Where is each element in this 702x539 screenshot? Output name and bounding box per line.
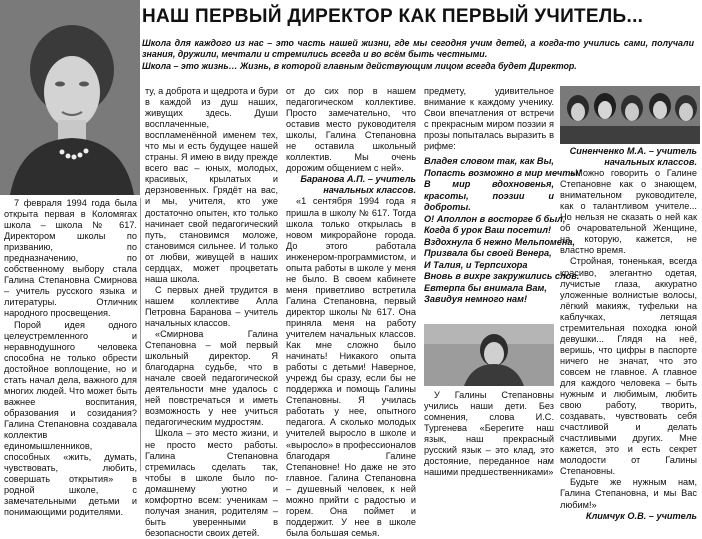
col5-paragraph-3: Будьте же нужным нам, Галина Степановна, и мы Вас любим!» [560, 477, 697, 510]
poem-line: Когда б урок Ваш посетил! [424, 225, 552, 236]
column-5 [560, 146, 697, 521]
teacher-portrait-photo [424, 324, 554, 386]
poem-line: Завидуя немного нам! [424, 294, 528, 305]
poem [424, 156, 582, 306]
col1-paragraph-1: 7 февраля 1994 года была открыта первая в Коломягах школа – школа № 617. Директором школы по призванию, по предназначению, по собственному выбору стала Галина Степановна Смирнова – учитель русского языка и литературы. Отличник народного просвещения. [4, 198, 137, 319]
director-portrait-photo [0, 0, 140, 195]
column-3 [286, 86, 417, 538]
poem-line: О! Аполлон в восторге б был, [424, 213, 566, 224]
poem-line: Попасть возможно в мир мечты! [424, 167, 582, 178]
article-intro [142, 38, 694, 72]
column-1 [4, 198, 137, 518]
poem-line: Евтерпа бы внимала Вам, [424, 282, 547, 293]
col2-paragraph-1: ту, а доброта и щедрота и бури в каждой из душ наших, живущих здесь. Души восплаченные, воспламенённой именем тех, что мы и есть будущее нашей страны. Я имею в виду прежде всего вас – юных, молодых, красивых, крылатых и дерзновенных. Грядёт на вас, и мы, учителя, кто уже достаточно опытен, кто только начинает свой педагогический путь, становимся моложе, становимся сильнее. И только от любви, живущей в наших сердцах, может процветать наша школа. [145, 86, 278, 284]
poem-line: Призвала бы своей Венера, [424, 248, 552, 259]
group-photo [560, 86, 700, 144]
col3-paragraph-2: «1 сентября 1994 года я пришла в школу № 617. Тогда школа только открылась в новом микрорайоне города. До этого работала инженером-программистом, и опыта работы в школе у меня не было. В своем кабинете меня приветливо встретила Галина Степановна, первый директор школы № 617. Она приняла меня на работу учителем начальных классов. Как мне сложно было начинать! Никакого опыта работы с детьми! Наверное, учрежд бы сразу, если бы не поддержка и помощь Галины Степановны. Я училась работать у нее, опытного педагога. А сколько молодых учителей выросло в школе и «выросло» в профессионалов благодаря Галине Степановне! Но даже не это главное. Галина Степановна – душевный человек, к ней можно прийти с радостью и горем. Она поймет и поддержит. У нее в школе была большая семья. [286, 196, 417, 538]
intro-paragraph-1: Школа для каждого из нас – это часть нашей жизни, где мы сегодня учим детей, а когда-то учились сами, получали знания, дружили, мечтали и стремились всегда и во всём быть честными. [142, 38, 694, 60]
poem-line: Вздохнула б нежно Мельпомена, [424, 236, 576, 247]
col5-signature-1: Синенченко М.А. – учитель начальных классов. [569, 146, 697, 168]
col5-signature-2: Климчук О.В. – учитель [585, 510, 697, 521]
poem-line: В мир вдохновенья, красоты, поэзии и доброты. [424, 179, 554, 213]
col2-paragraph-3: «Смирнова Галина Степановна – мой первый школьный директор. Я благодарна судьбе, что в начале своей педагогической деятельности мне удалось с ней повстречаться и иметь возможность у нее учиться педагогическим мудростям. [145, 329, 278, 428]
article-title: НАШ ПЕРВЫЙ ДИРЕКТОР КАК ПЕРВЫЙ УЧИТЕЛЬ... [142, 6, 644, 27]
col5-paragraph-2: Стройная, тоненькая, всегда красиво, элегантно одетая, лучистые глаза, аккуратно уложенные волнистые волосы, лёгкий макияж, туфельки на каблучках, летящая стремительная походка юной девушки... Глядя на неё, веришь, что цифры в паспорте ничего не значат, что это совсем не главное. А главное для каждого человека – быть нужным и любимым, любить свою работу, творить, создавать, чувствовать себя счастливой и делать счастливыми других. Мне кажется, это и есть секрет молодости от Галины Степановны. [560, 256, 697, 477]
col5-paragraph-1: «Можно говорить о Галине Степановне как о знающем, внимательном руководителе, как о талантливом учителе... Но нельзя не сказать о ней как об очаровательной Женщине, на которую, кажется, не властно время. [560, 168, 697, 256]
poem-line: Вновь в вихре закружились слов. [424, 271, 580, 282]
col2-paragraph-2: С первых дней трудится в нашем коллективе Алла Петровна Баранова – учитель начальных классов. [145, 284, 278, 328]
col4-paragraph-1: предмету, удивительное внимание к каждому ученику. Свои впечатления от встречи с прекрасным миром поэзии я прозы попыталась выразить в рифме: [424, 86, 554, 152]
col1-paragraph-2: Порой идея одного целеустремленного и неравнодушного человека способна не только обрести достойное воплощение, но и стать начал дела, важного для многих людей. Что может быть важнее воспитания, образования и созидания? Галина Степановна создавала коллектив единомышленников, способных «жить, думать, чувствовать, любить, совершать открытия» в родной школе, с замечательными детьми и понимающими родителями. [4, 319, 137, 518]
poem-line: И Талия, и Терпсихора [424, 259, 528, 270]
column-divider [140, 198, 141, 471]
intro-paragraph-2: Школа – это жизнь… Жизнь, в которой главным действующим лицом всегда будет Директор. [142, 60, 577, 71]
column-4-bottom [424, 390, 554, 478]
col3-paragraph-1: от до сих пор в нашем педагогическом коллективе. Просто замечательно, что оставив место руководителя школы, Галина Степановна не оставила школьный коллектив. Мы очень дорожим общением с ней». [286, 86, 416, 174]
col4-paragraph-2: У Галины Степановны учились наши дети. Без сомнения, слова И.С. Тургенева «Берегите наш язык, наш прекрасный русский язык – это клад, это достояние, переданное нам нашими предшественниками» [424, 390, 554, 478]
col2-paragraph-4: Школа – это место жизни, и не просто место работы. Галина Степановна стремилась сделать так, чтобы в школе было по-домашнему уютно и комфортно всем: ученикам – получая знания, родителям – быть уверенными в безопасности своих детей. [145, 428, 278, 538]
column-2 [145, 86, 278, 538]
column-4 [424, 86, 582, 324]
poem-line: Владея словом так, как Вы, [424, 156, 554, 167]
col3-signature-1: Баранова А.П. – учитель начальных классов. [300, 174, 416, 196]
